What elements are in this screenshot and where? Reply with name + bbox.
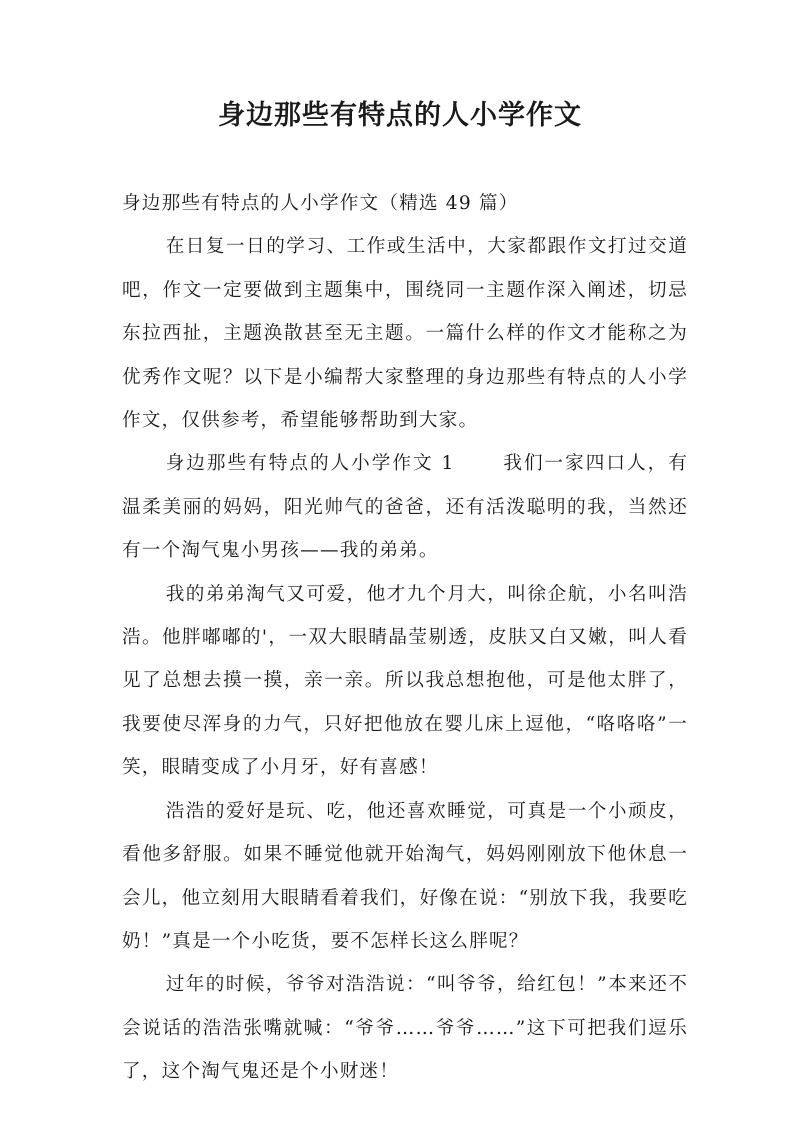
body-paragraph: 浩浩的爱好是玩、吃，他还喜欢睡觉，可真是一个小顽皮，看他多舒服。如果不睡觉他就开始淘气，妈妈刚刚放下他休息一会儿，他立刻用大眼睛看着我们，好像在说：“别放下我，我要吃奶！”真是一个小吃货，要不怎样长这么胖呢？ (122, 800, 688, 952)
essay-heading: 身边那些有特点的人小学作文 1 (165, 453, 455, 475)
body-paragraph: 过年的时候，爷爷对浩浩说：“叫爷爷，给红包！”本来还不会说话的浩浩张嘴就喊：“爷爷……爷爷……”这下可把我们逗乐了，这个淘气鬼还是个小财迷！ (122, 974, 688, 1083)
document-subtitle: 身边那些有特点的人小学作文（精选 49 篇） (122, 193, 519, 214)
intro-paragraph: 在日复一日的学习、工作或生活中，大家都跟作文打过交道吧，作文一定要做到主题集中，围绕同一主题作深入阐述，切忌东拉西扯，主题涣散甚至无主题。一篇什么样的作文才能称之为优秀作文呢？以下是小编帮大家整理的身边那些有特点的人小学作文，仅供参考，希望能够帮助到大家。 (122, 236, 688, 432)
essay-first-paragraph (122, 442, 688, 572)
essay-first-text: 我们一家四口人，有温柔美丽的妈妈，阳光帅气的爸爸，还有活泼聪明的我，当然还有一个淘气鬼小男孩——我的弟弟。 (122, 453, 688, 562)
body-paragraph: 我的弟弟淘气又可爱，他才九个月大，叫徐企航，小名叫浩浩。他胖嘟嘟的'，一双大眼睛晶莹剔透，皮肤又白又嫩，叫人看见了总想去摸一摸，亲一亲。所以我总想抱他，可是他太胖了，我要使尽浑身的力气，只好把他放在婴儿床上逗他，“咯咯咯”一笑，眼睛变成了小月牙，好有喜感！ (122, 583, 689, 779)
document-body (122, 182, 688, 1094)
document-title: 身边那些有特点的人小学作文 (218, 100, 582, 131)
